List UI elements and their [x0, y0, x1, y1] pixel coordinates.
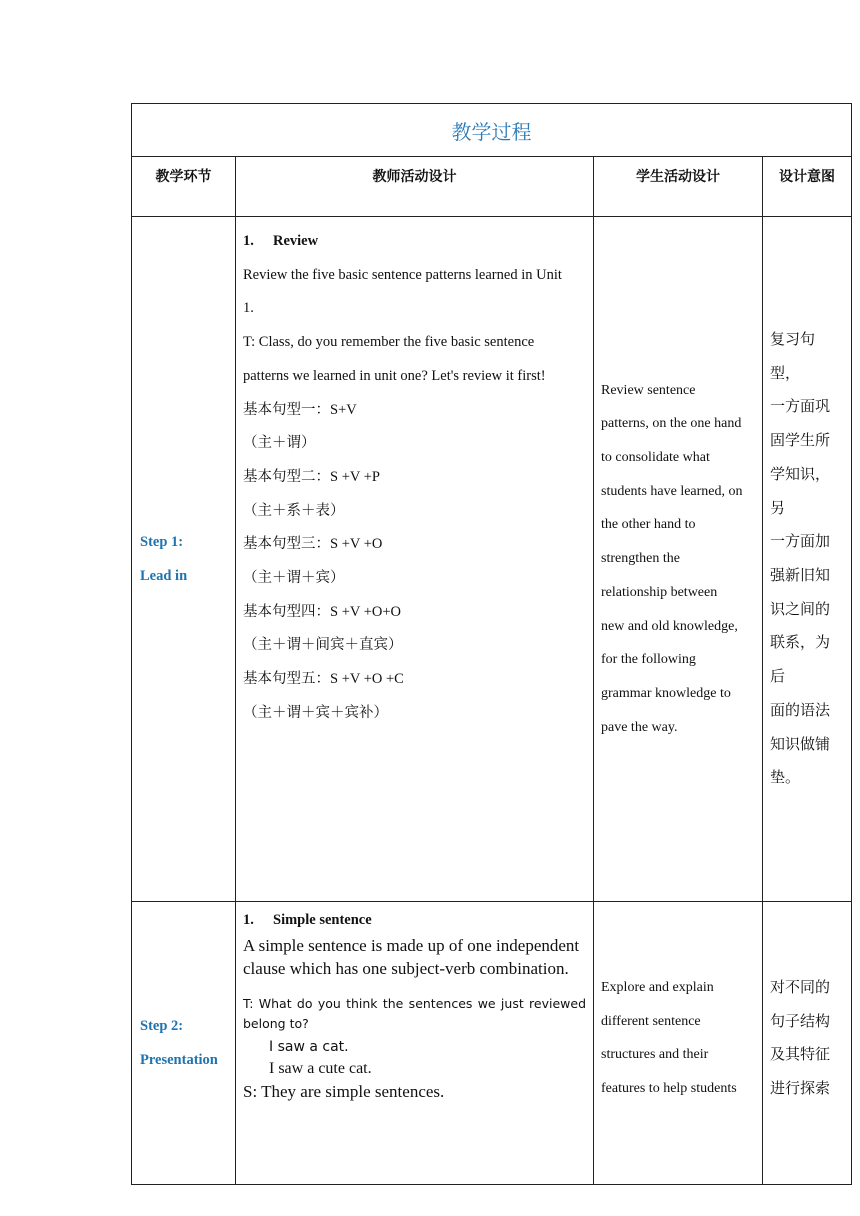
- step1-student-line: the other hand to: [601, 517, 696, 533]
- step1-student-line: pave the way.: [601, 719, 678, 735]
- step1-label-line1: Step 1:: [140, 534, 184, 550]
- step1-intent-line: 垫。: [770, 768, 801, 787]
- step1-teacher-activity: [236, 217, 594, 902]
- step1-intent-line: 联系，为后: [770, 633, 831, 686]
- step1-teacher-line: 基本句型一：S+V: [243, 401, 357, 418]
- step1-label: [132, 217, 236, 902]
- step1-student-line: strengthen the: [601, 551, 680, 567]
- step2-student-line: structures and their: [601, 1047, 709, 1063]
- step1-student-activity: [594, 217, 763, 902]
- step1-teacher-line: （主＋谓）: [243, 435, 316, 452]
- step1-student-line: to consolidate what: [601, 450, 710, 466]
- header-stage: 教学环节: [132, 157, 236, 217]
- step2-intent-line: 进行探索: [770, 1079, 831, 1098]
- step1-label-line2: Lead in: [140, 568, 188, 584]
- step1-teacher-line: （主＋谓＋宾）: [243, 570, 345, 587]
- step2-answer: S: They are simple sentences.: [243, 1082, 445, 1101]
- step1-teacher-line: 基本句型三：S +V +O: [243, 536, 383, 553]
- step1-intent-line: 知识做铺: [770, 734, 831, 753]
- step1-teacher-line: Review the five basic sentence patterns learned in Unit: [243, 266, 562, 283]
- step2-intent-line: 对不同的: [770, 978, 831, 996]
- title-row: [132, 104, 852, 157]
- step1-student-line: students have learned, on: [601, 483, 743, 499]
- header-row: [132, 157, 852, 217]
- step2-intent-line: 句子结构: [770, 1011, 831, 1030]
- step1-student-line: grammar knowledge to: [601, 685, 731, 701]
- step1-teacher-line: 基本句型四：S +V +O+O: [243, 603, 401, 620]
- step1-design-intent: [763, 217, 852, 902]
- step1-teacher-line: 基本句型五：S +V +O +C: [243, 671, 404, 688]
- teaching-process-table: [131, 103, 852, 1185]
- step1-teacher-line: （主＋谓＋宾＋宾补）: [243, 704, 388, 721]
- table-row-step1: [132, 217, 852, 902]
- step2-student-line: different sentence: [601, 1013, 701, 1029]
- step2-example-1: I saw a cat.: [269, 1039, 349, 1055]
- step1-teacher-line: 1.: [243, 300, 254, 317]
- step2-label-line1: Step 2:: [140, 1018, 184, 1034]
- table-title: 教学过程: [132, 104, 852, 157]
- step2-item-title: 1. Simple sentence: [243, 912, 372, 928]
- step1-intent-line: 复习句型，: [770, 330, 816, 382]
- step2-student-line: features to help students: [601, 1081, 737, 1097]
- step2-definition: A simple sentence is made up of one independent clause which has one subject-verb combination.: [243, 936, 580, 978]
- header-design-intent: 设计意图: [763, 157, 852, 217]
- step1-intent-line: 一方面巩: [770, 397, 831, 416]
- step1-intent-line: 强新旧知: [770, 566, 831, 584]
- header-teacher-activity: 教师活动设计: [236, 157, 594, 217]
- table-row-step2: [132, 902, 852, 1185]
- step2-student-line: Explore and explain: [601, 980, 714, 995]
- step2-design-intent: [763, 902, 852, 1185]
- step1-student-line: relationship between: [601, 584, 718, 600]
- step2-example-2: I saw a cute cat.: [269, 1060, 372, 1077]
- step1-teacher-line: 基本句型二：S +V +P: [243, 468, 380, 485]
- header-student-activity: 学生活动设计: [594, 157, 763, 217]
- step2-teacher-activity: [236, 902, 594, 1185]
- step1-intent-line: 固学生所: [770, 431, 831, 450]
- step2-intent-line: 及其特征: [770, 1045, 831, 1064]
- step1-intent-line: 学知识，另: [770, 464, 831, 517]
- step1-item-title: 1. Review: [243, 233, 319, 249]
- step2-question: T: What do you think the sentences we just reviewed belong to?: [243, 996, 586, 1031]
- step1-student-line: Review sentence: [601, 382, 696, 398]
- step1-teacher-line: （主＋系＋表）: [243, 502, 345, 519]
- step2-label: [132, 902, 236, 1185]
- step1-intent-line: 一方面加: [770, 532, 831, 551]
- step1-teacher-line: T: Class, do you remember the five basic sentence: [243, 334, 535, 351]
- step1-teacher-line: （主＋谓＋间宾＋直宾）: [243, 637, 403, 654]
- step1-intent-line: 面的语法: [770, 700, 831, 719]
- step1-teacher-line: patterns we learned in unit one? Let's review it first!: [243, 367, 546, 384]
- step1-student-line: new and old knowledge,: [601, 618, 738, 634]
- step1-intent-line: 识之间的: [770, 599, 831, 618]
- step2-student-activity: [594, 902, 763, 1185]
- step2-label-line2: Presentation: [140, 1052, 218, 1068]
- step1-student-line: for the following: [601, 652, 696, 668]
- step1-student-line: patterns, on the one hand: [601, 416, 742, 432]
